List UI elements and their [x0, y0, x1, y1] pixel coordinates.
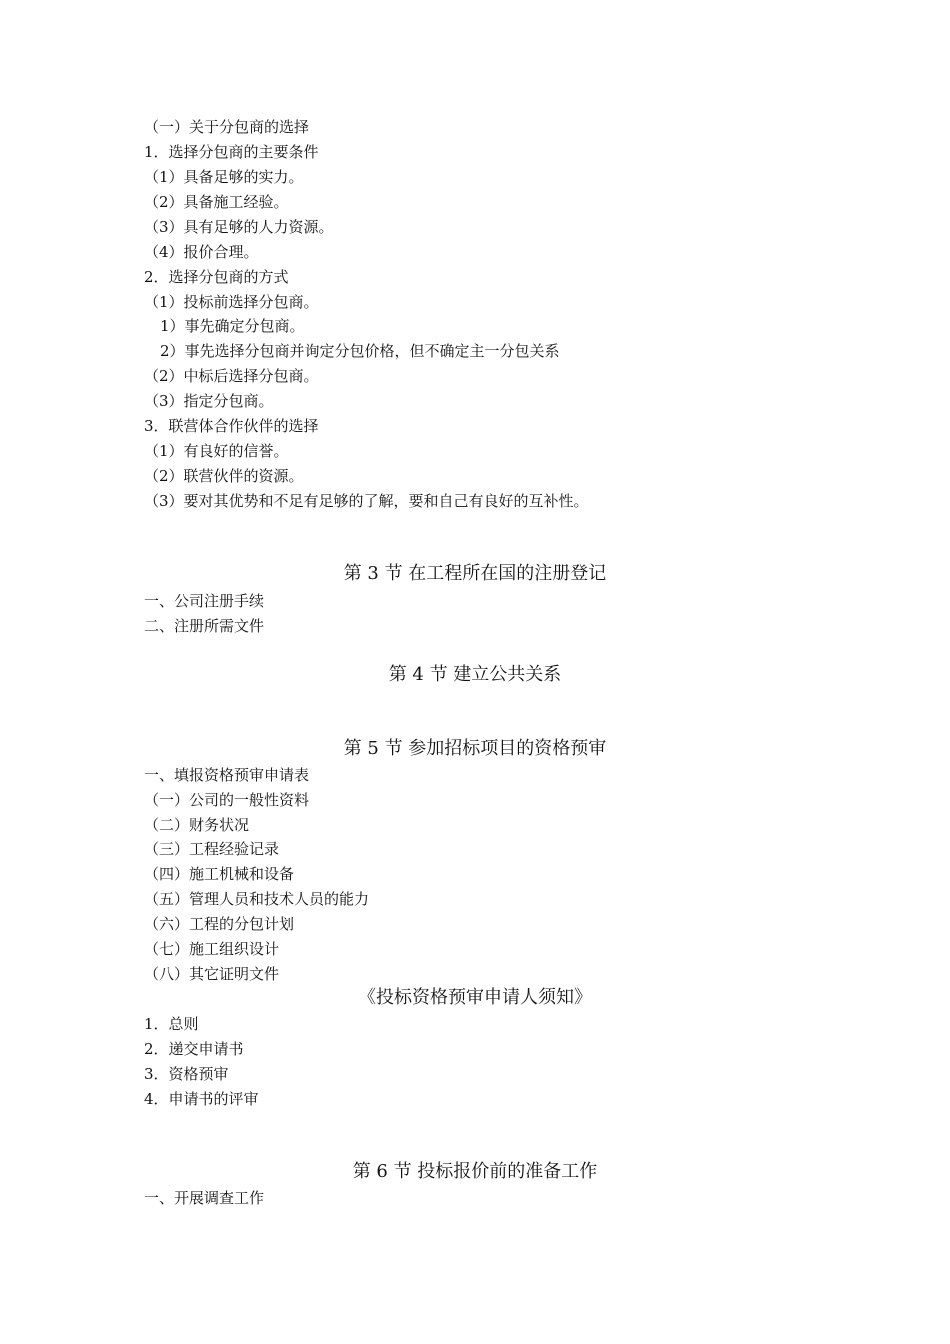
- section-3-title: 第 3 节 在工程所在国的注册登记: [343, 563, 607, 584]
- section-6-title: 第 6 节 投标报价前的准备工作: [352, 1161, 598, 1182]
- list-heading: 2．选择分包商的方式: [144, 268, 289, 286]
- section-5-item: （四）施工机械和设备: [144, 865, 295, 883]
- list-item: （1）具备足够的实力。: [144, 168, 304, 186]
- section-5-item: （一）公司的一般性资料: [144, 791, 310, 809]
- list-item: （3）具有足够的人力资源。: [144, 218, 334, 236]
- list-subitem: 1）事先确定分包商。: [160, 317, 305, 335]
- section-5-subitem: 4．申请书的评审: [144, 1090, 259, 1108]
- section-5-subitem: 1．总则: [144, 1015, 199, 1033]
- section-3-item: 一、公司注册手续: [144, 592, 265, 610]
- subsection-heading: （一）关于分包商的选择: [144, 118, 310, 136]
- list-item: （3）要对其优势和不足有足够的了解，要和自己有良好的互补性。: [144, 492, 589, 510]
- list-heading: 1．选择分包商的主要条件: [144, 143, 319, 161]
- list-item: （2）中标后选择分包商。: [144, 367, 319, 385]
- section-5-title: 第 5 节 参加招标项目的资格预审: [343, 738, 607, 759]
- list-subitem: 2）事先选择分包商并询定分包价格，但不确定主一分包关系: [160, 342, 560, 360]
- list-item: （1）投标前选择分包商。: [144, 293, 319, 311]
- section-4-title: 第 4 节 建立公共关系: [388, 664, 562, 685]
- list-item: （2）具备施工经验。: [144, 193, 289, 211]
- section-5-subitem: 3．资格预审: [144, 1065, 229, 1083]
- list-item: （4）报价合理。: [144, 243, 259, 261]
- section-5-item: （八）其它证明文件: [144, 965, 280, 983]
- section-5-item: 一、填报资格预审申请表: [144, 766, 310, 784]
- section-5-subtitle: 《投标资格预审申请人须知》: [358, 987, 592, 1008]
- section-5-item: （六）工程的分包计划: [144, 915, 295, 933]
- section-5-item: （七）施工组织设计: [144, 940, 280, 958]
- section-6-item: 一、开展调查工作: [144, 1189, 265, 1207]
- section-5-subitem: 2．递交申请书: [144, 1040, 244, 1058]
- section-5-item: （二）财务状况: [144, 816, 250, 834]
- list-item: （3）指定分包商。: [144, 392, 274, 410]
- list-heading: 3．联营体合作伙伴的选择: [144, 417, 319, 435]
- list-item: （1）有良好的信誉。: [144, 442, 289, 460]
- section-5-item: （三）工程经验记录: [144, 840, 280, 858]
- list-item: （2）联营伙伴的资源。: [144, 467, 304, 485]
- section-5-item: （五）管理人员和技术人员的能力: [144, 890, 370, 908]
- section-3-item: 二、注册所需文件: [144, 617, 265, 635]
